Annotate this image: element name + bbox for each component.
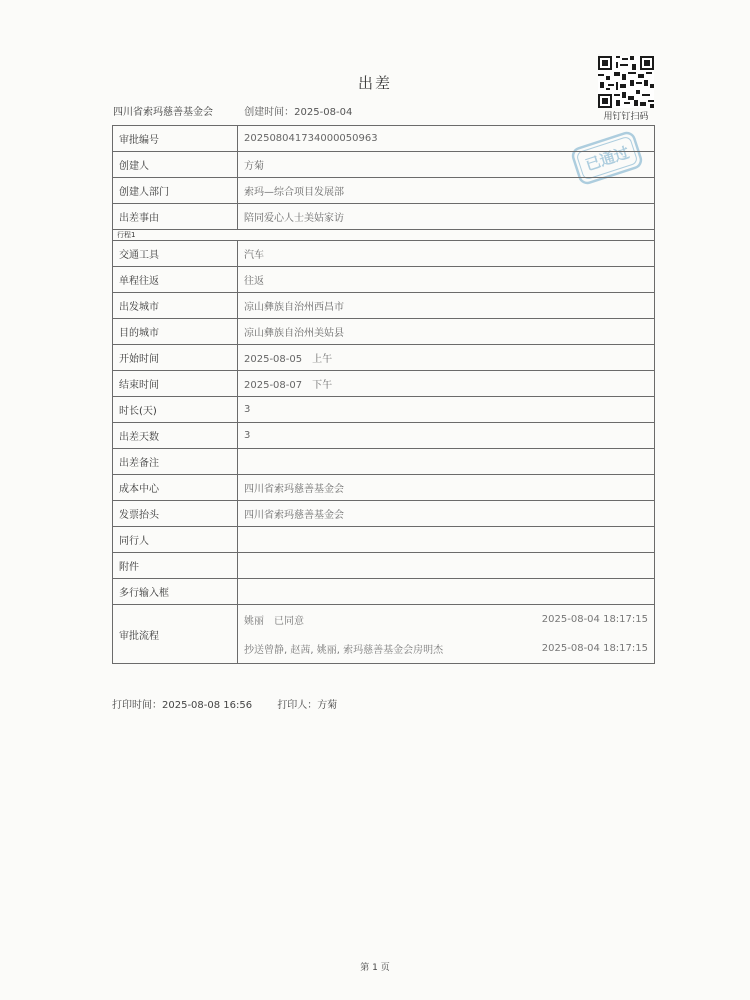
section-row [113, 230, 655, 241]
stamp-text: 已通过 [583, 143, 632, 175]
form-row [113, 371, 655, 397]
form-row [113, 267, 655, 293]
field-value: 2025-08-05 上午 [238, 345, 655, 371]
form-top-rows [113, 126, 655, 230]
field-label: 创建人 [113, 152, 238, 178]
field-value: 3 [238, 423, 655, 449]
field-label: 发票抬头 [113, 501, 238, 527]
field-label: 出差事由 [113, 204, 238, 230]
field-value: 2025-08-07 下午 [238, 371, 655, 397]
form-row [113, 423, 655, 449]
field-label: 附件 [113, 553, 238, 579]
form-trip-rows [113, 241, 655, 605]
field-label: 出发城市 [113, 293, 238, 319]
field-value: 凉山彝族自治州美姑县 [238, 319, 655, 345]
field-label: 单程往返 [113, 267, 238, 293]
form-row [113, 397, 655, 423]
field-label: 出差备注 [113, 449, 238, 475]
field-label: 成本中心 [113, 475, 238, 501]
print-time: 打印时间：2025-08-08 16:56 [112, 700, 253, 711]
form-row [113, 319, 655, 345]
approval-flow-entries [238, 605, 655, 664]
field-value: 方菊 [238, 152, 655, 178]
approval-flow-row [113, 605, 655, 664]
field-value: 四川省索玛慈善基金会 [238, 475, 655, 501]
printer-name: 打印人：方菊 [277, 700, 338, 711]
form-row [113, 152, 655, 178]
print-info [112, 696, 337, 711]
field-value: 3 [238, 397, 655, 423]
field-label: 多行输入框 [113, 579, 238, 605]
form-row [113, 501, 655, 527]
field-label: 目的城市 [113, 319, 238, 345]
section-label: 行程1 [113, 230, 655, 241]
field-value: 凉山彝族自治州西昌市 [238, 293, 655, 319]
field-label: 出差天数 [113, 423, 238, 449]
qr-caption: 用钉钉扫码 [603, 112, 649, 122]
business-trip-form [112, 125, 655, 664]
field-label: 审批编号 [113, 126, 238, 152]
form-row [113, 527, 655, 553]
field-value: 陪同爱心人士美姑家访 [238, 204, 655, 230]
organization-name: 四川省索玛慈善基金会 [113, 107, 213, 118]
field-value: 202508041734000050963 [238, 126, 655, 152]
form-row [113, 553, 655, 579]
field-label: 同行人 [113, 527, 238, 553]
field-value: 汽车 [238, 241, 655, 267]
field-value [238, 527, 655, 553]
field-label: 结束时间 [113, 371, 238, 397]
form-row [113, 293, 655, 319]
qr-code-icon [598, 56, 654, 108]
page-number: 第 1 页 [360, 963, 390, 973]
field-value [238, 579, 655, 605]
field-value [238, 553, 655, 579]
trip-section [113, 230, 655, 241]
form-row [113, 204, 655, 230]
form-row [113, 345, 655, 371]
form-row [113, 241, 655, 267]
cc-entry [238, 634, 654, 663]
field-value: 索玛—综合项目发展部 [238, 178, 655, 204]
field-label: 开始时间 [113, 345, 238, 371]
field-value: 四川省索玛慈善基金会 [238, 501, 655, 527]
field-label: 时长(天) [113, 397, 238, 423]
page-title: 出差 [357, 74, 392, 92]
form-row [113, 178, 655, 204]
field-label: 创建人部门 [113, 178, 238, 204]
form-row [113, 126, 655, 152]
created-time: 创建时间：2025-08-04 [244, 107, 353, 118]
field-label: 交通工具 [113, 241, 238, 267]
approval-entry-time: 2025-08-04 18:17:15 [541, 614, 648, 625]
form-row [113, 475, 655, 501]
approval-entry [238, 605, 654, 634]
approval-section [113, 605, 655, 664]
cc-entry-time: 2025-08-04 18:17:15 [541, 643, 648, 654]
field-value [238, 449, 655, 475]
form-row [113, 579, 655, 605]
field-value: 往返 [238, 267, 655, 293]
cc-entry-text: 抄送曾静, 赵茜, 姚丽, 索玛慈善基金会房明杰 [244, 645, 444, 656]
form-row [113, 449, 655, 475]
approval-entry-text: 姚丽 已同意 [244, 616, 304, 627]
approval-flow-label: 审批流程 [113, 605, 238, 664]
org-line [113, 103, 352, 118]
